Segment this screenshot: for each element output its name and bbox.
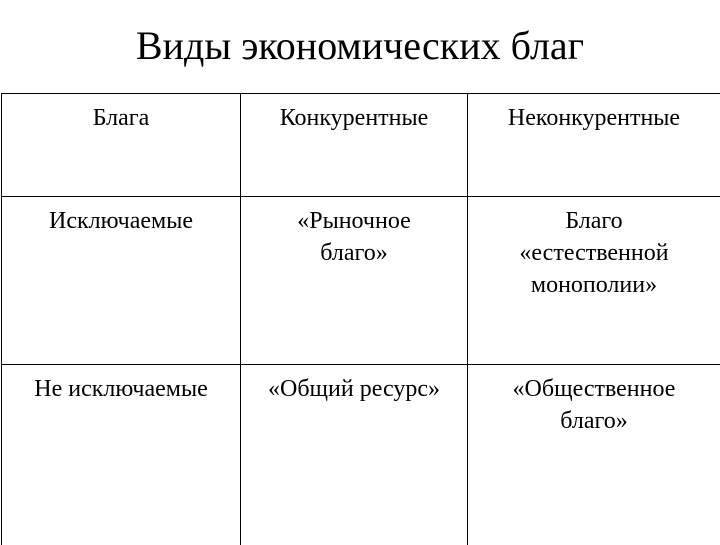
table-header-cell: Конкурентные	[241, 94, 468, 197]
table-cell: Благо «естественной монополии»	[468, 197, 720, 365]
table-row-label: Не исключаемые	[2, 365, 241, 545]
table-header-cell: Неконкурентные	[468, 94, 720, 197]
table-cell: «Рыночное благо»	[241, 197, 468, 365]
table-row-label: Исключаемые	[2, 197, 241, 365]
page-title: Виды экономических благ	[0, 20, 720, 72]
table-row	[2, 365, 720, 545]
table-header-row	[2, 94, 720, 197]
table-cell: «Общественное благо»	[468, 365, 720, 545]
table-header-cell: Блага	[2, 94, 241, 197]
table-cell: «Общий ресурс»	[241, 365, 468, 545]
table-row	[2, 197, 720, 365]
goods-classification-table	[1, 93, 720, 545]
